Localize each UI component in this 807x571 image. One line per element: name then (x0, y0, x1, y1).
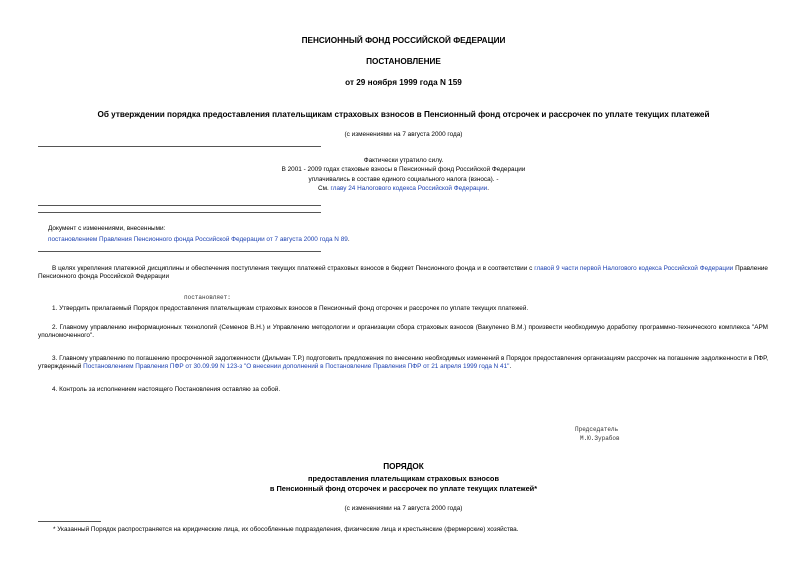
amendment-link[interactable]: постановлением Правления Пенсионного фонда Российской Федерации от 7 августа 2000 года N 89 (48, 236, 348, 243)
preamble (38, 265, 768, 282)
doc-type: ПОСТАНОВЛЕНИЕ (366, 57, 441, 66)
doc-date: от 29 ноября 1999 года N 159 (345, 78, 462, 87)
divider (38, 251, 321, 252)
item-3-suffix: . (509, 363, 512, 371)
amended-note: (с изменениями на 7 августа 2000 года) (344, 131, 463, 138)
changes-suffix: . (347, 236, 350, 243)
footnote-divider (38, 521, 101, 522)
notice-block (250, 156, 557, 193)
item-4: 4. Контроль за исполнением настоящего Постановления оставляю за собой. (52, 386, 281, 393)
order-amended-note: (с изменениями на 7 августа 2000 года) (344, 505, 463, 512)
item-3 (38, 355, 768, 372)
notice-line-2: В 2001 - 2009 годах стаховые взносы в Пенсионный фонд Российской Федерации (281, 166, 526, 174)
item-1: 1. Утвердить прилагаемый Порядок предоставления плательщикам страховых взносов в Пенсионный фонд отсрочек и рассрочек по уплате текущих платежей. (52, 305, 529, 312)
tax-code-link[interactable]: главу 24 Налогового кодекса Российской Федерации (330, 184, 488, 192)
divider (38, 146, 321, 147)
resolution-link[interactable]: Постановлением Правления ПФР от 30.09.99 N 123-з "О внесении дополнений в Постановление Правления ПФР от 21 апреля 1999 года N 41" (83, 363, 510, 371)
preamble-text: В целях укрепления платежной дисциплины и обеспечения поступления текущих платежей страховых взносов в бюджет Пенсионного фонда и в соответствии с (52, 265, 535, 272)
item-2: 2. Главному управлению информационных технологий (Семенов В.Н.) и Управлению методологии и организации сбора страховых взносов (Вакуленко В.М.) произвести необходимую доработку программно-технического комплекса "АРМ уполномоченного". (38, 324, 768, 340)
doc-title: Об утверждении порядка предоставления плательщикам страховых взносов в Пенсионный фонд отсрочек и рассрочек по уплате текущих платежей (97, 110, 710, 119)
order-subtitle-1: предоставления плательщикам страховых взносов (308, 474, 499, 483)
order-title: ПОРЯДОК (383, 462, 424, 471)
notice-see-prefix: См. (317, 184, 331, 192)
divider (38, 212, 321, 213)
footnote: * Указанный Порядок распространяется на юридические лица, их обособленные подразделения, физические лица и крестьянские (фермерские) хозяйства. (53, 526, 519, 533)
tax-code-chapter-link[interactable]: главой 9 части первой Налогового кодекса Российской Федерации (534, 265, 734, 272)
preamble-text-after: Правление Пенсионного фонда Российской Федерации (38, 265, 768, 281)
signature-name: М.Ю.Зурабов (580, 435, 620, 442)
changes-label: Документ с изменениями, внесенными: (48, 225, 166, 232)
signature-role: Председатель (575, 426, 619, 433)
item-3-text: 3. Главному управлению по погашению просроченной задолженности (Дильман Т.Р.) подготовить предложения по внесению необходимых изменений в Порядок предоставления организациям рассрочек на погашение задолженности в ПФР, утвержденный (38, 355, 768, 371)
order-subtitle-2: в Пенсионный фонд отсрочек и рассрочек по уплате текущих платежей* (269, 484, 538, 493)
divider (38, 205, 321, 206)
notice-see (250, 184, 557, 193)
changes-line (48, 236, 350, 244)
notice-line-1: Фактически утратило силу. (363, 157, 444, 164)
org-title: ПЕНСИОННЫЙ ФОНД РОССИЙСКОЙ ФЕДЕРАЦИИ (301, 36, 506, 45)
decree-word: постановляет: (184, 294, 231, 301)
notice-line-3: уплачивались в составе единого социального налога (взноса). - (308, 175, 499, 183)
notice-see-suffix: . (487, 184, 490, 192)
